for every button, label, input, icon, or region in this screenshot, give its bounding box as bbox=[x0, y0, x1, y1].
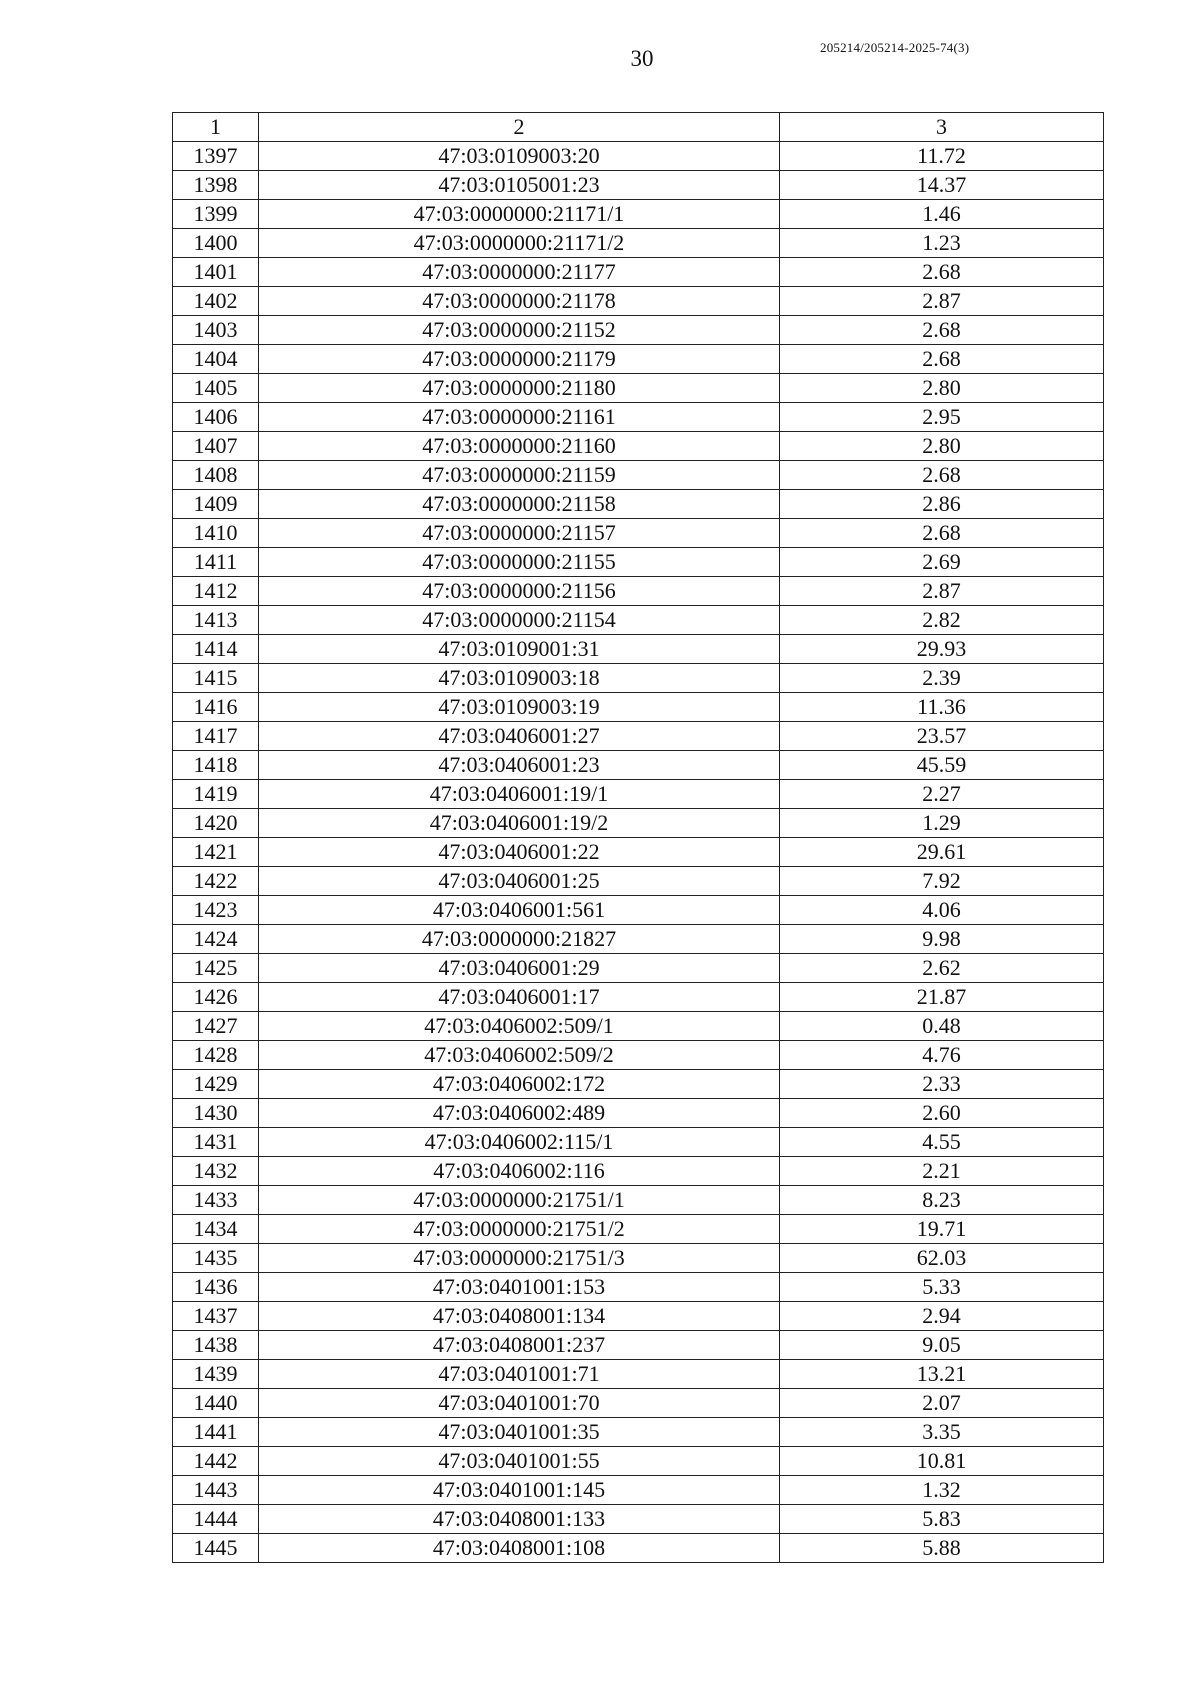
cadastral-number-cell: 47:03:0406001:17 bbox=[259, 983, 780, 1012]
row-number-cell: 1409 bbox=[173, 490, 259, 519]
cadastral-number-cell: 47:03:0000000:21159 bbox=[259, 461, 780, 490]
cadastral-number-cell: 47:03:0000000:21179 bbox=[259, 345, 780, 374]
cadastral-number-cell: 47:03:0406002:509/1 bbox=[259, 1012, 780, 1041]
cadastral-number-cell: 47:03:0000000:21827 bbox=[259, 925, 780, 954]
row-number-cell: 1438 bbox=[173, 1331, 259, 1360]
cadastral-number-cell: 47:03:0105001:23 bbox=[259, 171, 780, 200]
row-number-cell: 1401 bbox=[173, 258, 259, 287]
value-cell: 2.95 bbox=[780, 403, 1104, 432]
row-number-cell: 1435 bbox=[173, 1244, 259, 1273]
row-number-cell: 1398 bbox=[173, 171, 259, 200]
table-header bbox=[173, 113, 1104, 142]
cadastral-number-cell: 47:03:0408001:133 bbox=[259, 1505, 780, 1534]
cadastral-number-cell: 47:03:0000000:21157 bbox=[259, 519, 780, 548]
cadastral-number-cell: 47:03:0000000:21155 bbox=[259, 548, 780, 577]
cadastral-number-cell: 47:03:0000000:21751/2 bbox=[259, 1215, 780, 1244]
cadastral-number-cell: 47:03:0000000:21161 bbox=[259, 403, 780, 432]
value-cell: 1.46 bbox=[780, 200, 1104, 229]
row-number-cell: 1430 bbox=[173, 1099, 259, 1128]
table-row bbox=[173, 809, 1104, 838]
value-cell: 5.88 bbox=[780, 1534, 1104, 1563]
row-number-cell: 1440 bbox=[173, 1389, 259, 1418]
cadastral-number-cell: 47:03:0406002:172 bbox=[259, 1070, 780, 1099]
row-number-cell: 1429 bbox=[173, 1070, 259, 1099]
row-number-cell: 1437 bbox=[173, 1302, 259, 1331]
cadastral-number-cell: 47:03:0000000:21751/3 bbox=[259, 1244, 780, 1273]
value-cell: 45.59 bbox=[780, 751, 1104, 780]
table-row bbox=[173, 316, 1104, 345]
value-cell: 2.86 bbox=[780, 490, 1104, 519]
table-row bbox=[173, 1418, 1104, 1447]
value-cell: 13.21 bbox=[780, 1360, 1104, 1389]
value-cell: 2.80 bbox=[780, 432, 1104, 461]
value-cell: 2.68 bbox=[780, 519, 1104, 548]
value-cell: 7.92 bbox=[780, 867, 1104, 896]
table-row bbox=[173, 287, 1104, 316]
value-cell: 2.60 bbox=[780, 1099, 1104, 1128]
table-row bbox=[173, 432, 1104, 461]
table-row bbox=[173, 722, 1104, 751]
value-cell: 29.61 bbox=[780, 838, 1104, 867]
cadastral-number-cell: 47:03:0000000:21178 bbox=[259, 287, 780, 316]
table-row bbox=[173, 635, 1104, 664]
value-cell: 2.87 bbox=[780, 287, 1104, 316]
value-cell: 2.69 bbox=[780, 548, 1104, 577]
cadastral-number-cell: 47:03:0406001:19/1 bbox=[259, 780, 780, 809]
value-cell: 14.37 bbox=[780, 171, 1104, 200]
row-number-cell: 1426 bbox=[173, 983, 259, 1012]
cadastral-number-cell: 47:03:0406001:25 bbox=[259, 867, 780, 896]
value-cell: 5.83 bbox=[780, 1505, 1104, 1534]
value-cell: 5.33 bbox=[780, 1273, 1104, 1302]
row-number-cell: 1407 bbox=[173, 432, 259, 461]
table-row bbox=[173, 1331, 1104, 1360]
cadastral-number-cell: 47:03:0406001:27 bbox=[259, 722, 780, 751]
value-cell: 2.68 bbox=[780, 345, 1104, 374]
row-number-cell: 1419 bbox=[173, 780, 259, 809]
table-row bbox=[173, 693, 1104, 722]
table-row bbox=[173, 896, 1104, 925]
value-cell: 11.72 bbox=[780, 142, 1104, 171]
row-number-cell: 1404 bbox=[173, 345, 259, 374]
row-number-cell: 1428 bbox=[173, 1041, 259, 1070]
row-number-cell: 1411 bbox=[173, 548, 259, 577]
cadastral-number-cell: 47:03:0406002:116 bbox=[259, 1157, 780, 1186]
value-cell: 2.68 bbox=[780, 461, 1104, 490]
table-body bbox=[173, 142, 1104, 1563]
value-cell: 2.27 bbox=[780, 780, 1104, 809]
cadastral-number-cell: 47:03:0406002:509/2 bbox=[259, 1041, 780, 1070]
table-row bbox=[173, 1128, 1104, 1157]
table-row bbox=[173, 780, 1104, 809]
value-cell: 2.39 bbox=[780, 664, 1104, 693]
value-cell: 29.93 bbox=[780, 635, 1104, 664]
value-cell: 4.06 bbox=[780, 896, 1104, 925]
value-cell: 9.05 bbox=[780, 1331, 1104, 1360]
cadastral-number-cell: 47:03:0406001:561 bbox=[259, 896, 780, 925]
row-number-cell: 1399 bbox=[173, 200, 259, 229]
table-row bbox=[173, 1476, 1104, 1505]
header-row bbox=[173, 113, 1104, 142]
cadastral-number-cell: 47:03:0109003:18 bbox=[259, 664, 780, 693]
value-cell: 23.57 bbox=[780, 722, 1104, 751]
column-header-number: 1 bbox=[173, 113, 259, 142]
table-row bbox=[173, 983, 1104, 1012]
table-row bbox=[173, 461, 1104, 490]
value-cell: 1.32 bbox=[780, 1476, 1104, 1505]
column-header-cadastral-number: 2 bbox=[259, 113, 780, 142]
table-row bbox=[173, 490, 1104, 519]
table-row bbox=[173, 867, 1104, 896]
row-number-cell: 1415 bbox=[173, 664, 259, 693]
value-cell: 2.82 bbox=[780, 606, 1104, 635]
row-number-cell: 1400 bbox=[173, 229, 259, 258]
value-cell: 1.29 bbox=[780, 809, 1104, 838]
table-row bbox=[173, 1447, 1104, 1476]
row-number-cell: 1439 bbox=[173, 1360, 259, 1389]
table-row bbox=[173, 577, 1104, 606]
value-cell: 2.68 bbox=[780, 316, 1104, 345]
table-row bbox=[173, 1012, 1104, 1041]
row-number-cell: 1416 bbox=[173, 693, 259, 722]
table-row bbox=[173, 229, 1104, 258]
row-number-cell: 1431 bbox=[173, 1128, 259, 1157]
cadastral-number-cell: 47:03:0408001:237 bbox=[259, 1331, 780, 1360]
row-number-cell: 1434 bbox=[173, 1215, 259, 1244]
table-row bbox=[173, 838, 1104, 867]
table-row bbox=[173, 606, 1104, 635]
value-cell: 2.87 bbox=[780, 577, 1104, 606]
cadastral-number-cell: 47:03:0000000:21156 bbox=[259, 577, 780, 606]
value-cell: 4.55 bbox=[780, 1128, 1104, 1157]
table-row bbox=[173, 1244, 1104, 1273]
row-number-cell: 1432 bbox=[173, 1157, 259, 1186]
cadastral-number-cell: 47:03:0401001:71 bbox=[259, 1360, 780, 1389]
row-number-cell: 1433 bbox=[173, 1186, 259, 1215]
row-number-cell: 1423 bbox=[173, 896, 259, 925]
cadastral-number-cell: 47:03:0406001:19/2 bbox=[259, 809, 780, 838]
value-cell: 2.68 bbox=[780, 258, 1104, 287]
row-number-cell: 1397 bbox=[173, 142, 259, 171]
table-row bbox=[173, 925, 1104, 954]
value-cell: 9.98 bbox=[780, 925, 1104, 954]
cadastral-number-cell: 47:03:0406002:489 bbox=[259, 1099, 780, 1128]
value-cell: 4.76 bbox=[780, 1041, 1104, 1070]
row-number-cell: 1418 bbox=[173, 751, 259, 780]
row-number-cell: 1443 bbox=[173, 1476, 259, 1505]
row-number-cell: 1420 bbox=[173, 809, 259, 838]
row-number-cell: 1403 bbox=[173, 316, 259, 345]
row-number-cell: 1421 bbox=[173, 838, 259, 867]
value-cell: 2.80 bbox=[780, 374, 1104, 403]
cadastral-number-cell: 47:03:0401001:145 bbox=[259, 1476, 780, 1505]
value-cell: 2.07 bbox=[780, 1389, 1104, 1418]
cadastral-number-cell: 47:03:0000000:21152 bbox=[259, 316, 780, 345]
value-cell: 2.62 bbox=[780, 954, 1104, 983]
cadastral-number-cell: 47:03:0000000:21177 bbox=[259, 258, 780, 287]
row-number-cell: 1414 bbox=[173, 635, 259, 664]
cadastral-number-cell: 47:03:0000000:21154 bbox=[259, 606, 780, 635]
value-cell: 3.35 bbox=[780, 1418, 1104, 1447]
row-number-cell: 1436 bbox=[173, 1273, 259, 1302]
row-number-cell: 1408 bbox=[173, 461, 259, 490]
row-number-cell: 1417 bbox=[173, 722, 259, 751]
table-row bbox=[173, 1215, 1104, 1244]
row-number-cell: 1424 bbox=[173, 925, 259, 954]
cadastral-number-cell: 47:03:0109003:19 bbox=[259, 693, 780, 722]
table-row bbox=[173, 403, 1104, 432]
table-row bbox=[173, 1505, 1104, 1534]
table-row bbox=[173, 1534, 1104, 1563]
value-cell: 11.36 bbox=[780, 693, 1104, 722]
cadastral-number-cell: 47:03:0000000:21160 bbox=[259, 432, 780, 461]
row-number-cell: 1427 bbox=[173, 1012, 259, 1041]
page-number: 30 bbox=[630, 46, 654, 71]
row-number-cell: 1441 bbox=[173, 1418, 259, 1447]
value-cell: 21.87 bbox=[780, 983, 1104, 1012]
cadastral-number-cell: 47:03:0401001:70 bbox=[259, 1389, 780, 1418]
value-cell: 1.23 bbox=[780, 229, 1104, 258]
table-row bbox=[173, 374, 1104, 403]
document-reference: 205214/205214-2025-74(3) bbox=[820, 40, 970, 55]
table-row bbox=[173, 1186, 1104, 1215]
cadastral-number-cell: 47:03:0406002:115/1 bbox=[259, 1128, 780, 1157]
table-row bbox=[173, 954, 1104, 983]
cadastral-number-cell: 47:03:0000000:21751/1 bbox=[259, 1186, 780, 1215]
value-cell: 62.03 bbox=[780, 1244, 1104, 1273]
cadastral-number-cell: 47:03:0109003:20 bbox=[259, 142, 780, 171]
table-row bbox=[173, 519, 1104, 548]
value-cell: 10.81 bbox=[780, 1447, 1104, 1476]
cadastral-number-cell: 47:03:0000000:21171/2 bbox=[259, 229, 780, 258]
value-cell: 8.23 bbox=[780, 1186, 1104, 1215]
row-number-cell: 1413 bbox=[173, 606, 259, 635]
table-row bbox=[173, 200, 1104, 229]
cadastral-number-cell: 47:03:0406001:23 bbox=[259, 751, 780, 780]
row-number-cell: 1445 bbox=[173, 1534, 259, 1563]
row-number-cell: 1444 bbox=[173, 1505, 259, 1534]
cadastral-number-cell: 47:03:0000000:21171/1 bbox=[259, 200, 780, 229]
table-row bbox=[173, 548, 1104, 577]
table-row bbox=[173, 1273, 1104, 1302]
cadastral-number-cell: 47:03:0401001:35 bbox=[259, 1418, 780, 1447]
cadastral-number-cell: 47:03:0109001:31 bbox=[259, 635, 780, 664]
table-row bbox=[173, 142, 1104, 171]
table-row bbox=[173, 1157, 1104, 1186]
value-cell: 0.48 bbox=[780, 1012, 1104, 1041]
table-row bbox=[173, 751, 1104, 780]
value-cell: 19.71 bbox=[780, 1215, 1104, 1244]
cadastral-number-cell: 47:03:0000000:21158 bbox=[259, 490, 780, 519]
row-number-cell: 1410 bbox=[173, 519, 259, 548]
cadastral-number-cell: 47:03:0408001:108 bbox=[259, 1534, 780, 1563]
value-cell: 2.94 bbox=[780, 1302, 1104, 1331]
cadastral-number-cell: 47:03:0401001:55 bbox=[259, 1447, 780, 1476]
row-number-cell: 1422 bbox=[173, 867, 259, 896]
table-row bbox=[173, 1099, 1104, 1128]
value-cell: 2.33 bbox=[780, 1070, 1104, 1099]
table-row bbox=[173, 1389, 1104, 1418]
column-header-value: 3 bbox=[780, 113, 1104, 142]
table-row bbox=[173, 1360, 1104, 1389]
row-number-cell: 1412 bbox=[173, 577, 259, 606]
register-table bbox=[172, 112, 1104, 1563]
value-cell: 2.21 bbox=[780, 1157, 1104, 1186]
cadastral-number-cell: 47:03:0401001:153 bbox=[259, 1273, 780, 1302]
cadastral-number-cell: 47:03:0000000:21180 bbox=[259, 374, 780, 403]
table-row bbox=[173, 1302, 1104, 1331]
row-number-cell: 1402 bbox=[173, 287, 259, 316]
cadastral-number-cell: 47:03:0408001:134 bbox=[259, 1302, 780, 1331]
table-row bbox=[173, 1070, 1104, 1099]
cadastral-number-cell: 47:03:0406001:29 bbox=[259, 954, 780, 983]
table-row bbox=[173, 664, 1104, 693]
table-row bbox=[173, 1041, 1104, 1070]
row-number-cell: 1406 bbox=[173, 403, 259, 432]
table-row bbox=[173, 258, 1104, 287]
row-number-cell: 1425 bbox=[173, 954, 259, 983]
table-row bbox=[173, 171, 1104, 200]
row-number-cell: 1442 bbox=[173, 1447, 259, 1476]
table-row bbox=[173, 345, 1104, 374]
row-number-cell: 1405 bbox=[173, 374, 259, 403]
cadastral-number-cell: 47:03:0406001:22 bbox=[259, 838, 780, 867]
